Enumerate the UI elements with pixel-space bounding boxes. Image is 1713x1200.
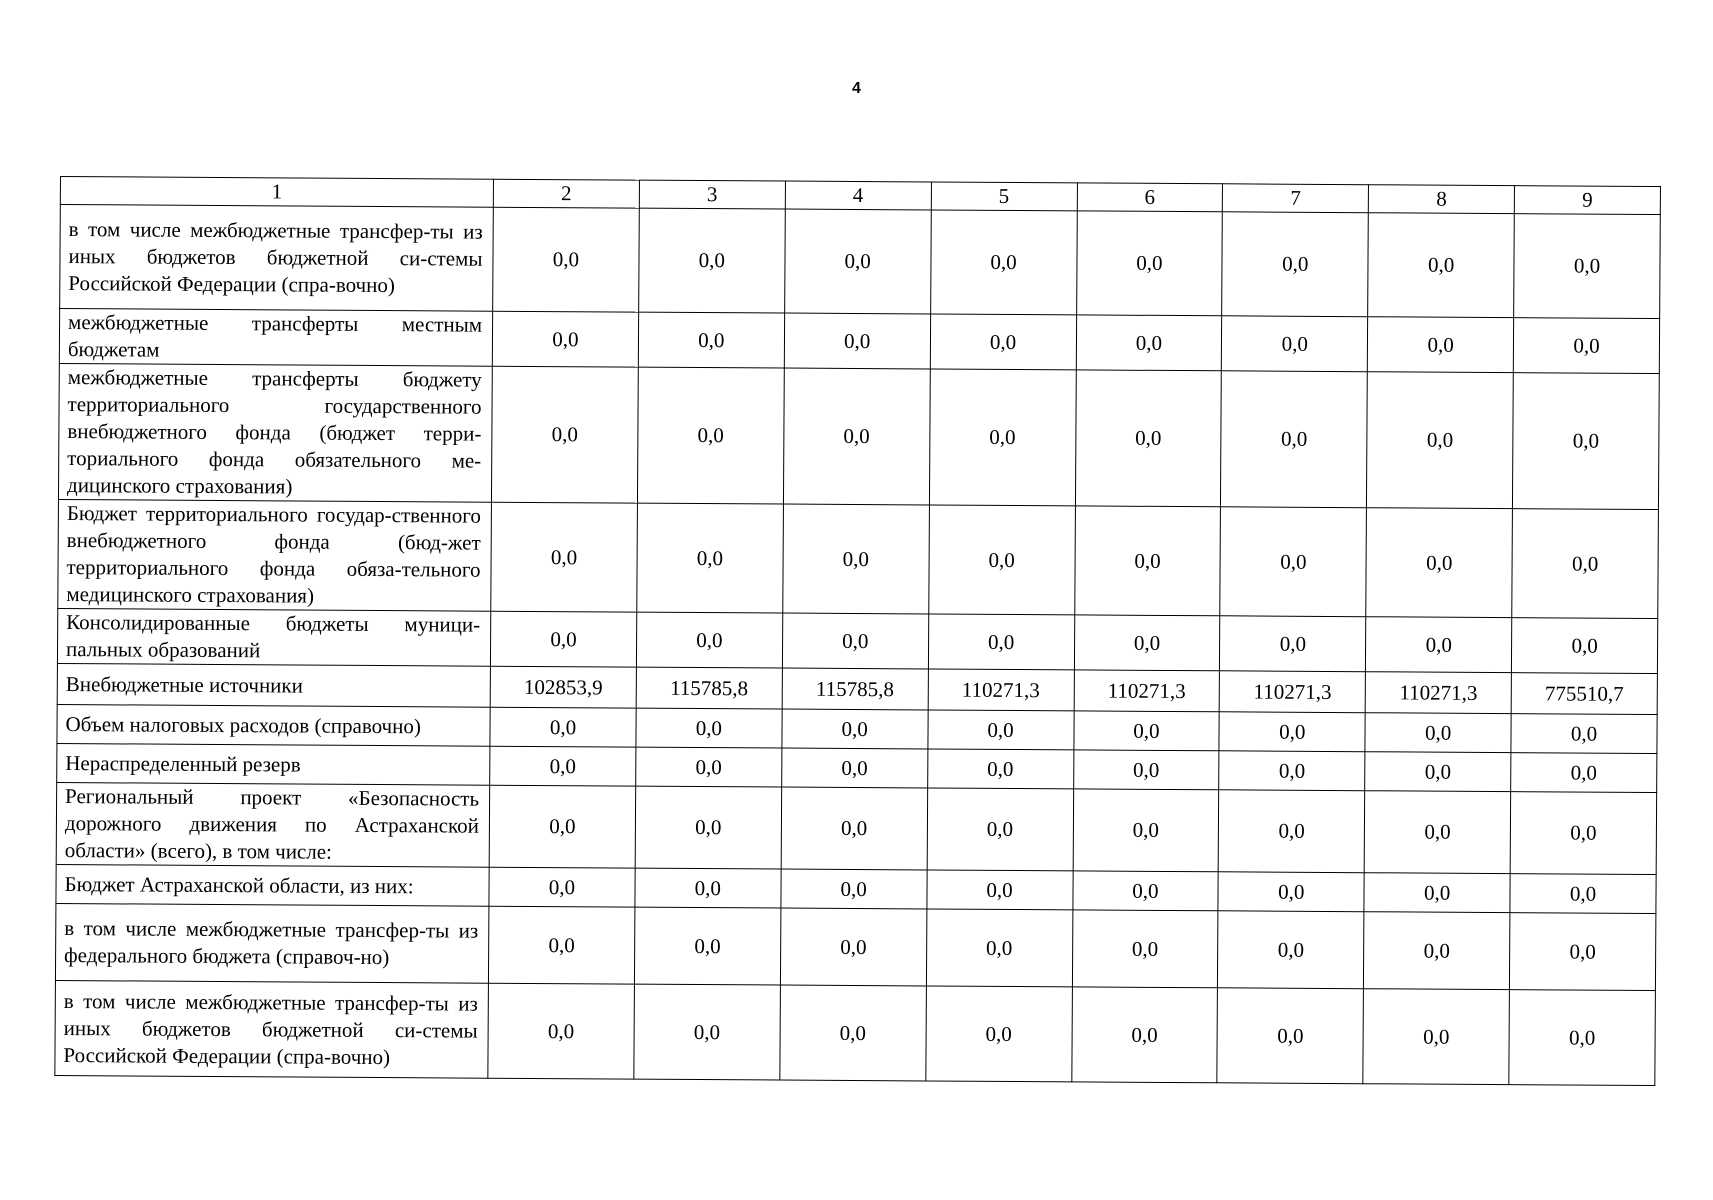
value-cell: 0,0: [637, 503, 784, 613]
column-header: 5: [931, 182, 1077, 211]
table-row: [57, 608, 1657, 673]
value-cell: 0,0: [1368, 213, 1515, 318]
value-cell: 0,0: [1511, 714, 1657, 754]
budget-table: [54, 176, 1661, 1086]
value-cell: 0,0: [1074, 506, 1221, 616]
column-header: 9: [1514, 186, 1660, 215]
value-cell: 0,0: [1073, 750, 1219, 790]
value-cell: 0,0: [925, 986, 1071, 1082]
table-row: [55, 980, 1656, 1085]
value-cell: 0,0: [1221, 371, 1368, 508]
value-cell: 0,0: [927, 749, 1073, 789]
value-cell: 0,0: [492, 311, 638, 367]
value-cell: 0,0: [493, 207, 640, 312]
table-row: [56, 782, 1656, 874]
value-cell: 0,0: [1072, 871, 1218, 911]
value-cell: 0,0: [1367, 372, 1514, 509]
column-header: 4: [785, 181, 931, 210]
table-row: [59, 309, 1659, 374]
value-cell: 775510,7: [1511, 673, 1657, 715]
value-cell: 0,0: [1074, 615, 1220, 671]
value-cell: 0,0: [1220, 507, 1367, 617]
value-cell: 0,0: [780, 908, 926, 986]
value-cell: 0,0: [1076, 211, 1223, 316]
value-cell: 0,0: [1512, 618, 1658, 674]
value-cell: 0,0: [781, 869, 927, 909]
value-cell: 0,0: [1510, 874, 1656, 914]
value-cell: 0,0: [489, 867, 635, 907]
value-cell: 0,0: [488, 906, 634, 984]
value-cell: 0,0: [488, 983, 634, 1079]
value-cell: 0,0: [1364, 912, 1510, 990]
value-cell: 0,0: [1218, 872, 1364, 912]
table-row: [58, 499, 1659, 618]
value-cell: 0,0: [926, 909, 1072, 987]
value-cell: 0,0: [930, 314, 1076, 370]
value-cell: 0,0: [781, 787, 927, 870]
value-cell: 115785,8: [636, 667, 782, 709]
value-cell: 0,0: [1510, 792, 1656, 875]
value-cell: 0,0: [1510, 913, 1656, 991]
row-label: Нераспределенный резерв: [57, 743, 490, 785]
value-cell: 0,0: [490, 707, 636, 747]
value-cell: 0,0: [1222, 212, 1369, 317]
value-cell: 110271,3: [1365, 672, 1511, 714]
value-cell: 0,0: [491, 502, 638, 612]
row-label: межбюджетные трансферты бюджету территориального государственного внебюджетного фонда (бюджет терри-ториального фонда обязательного ме-дицинского страхования): [58, 363, 492, 502]
value-cell: 0,0: [783, 368, 930, 505]
row-label: в том числе межбюджетные трансфер-ты из иных бюджетов бюджетной си-стемы Российской Федерации (спра-вочно): [55, 980, 489, 1078]
value-cell: 0,0: [1072, 910, 1218, 988]
row-label: Внебюджетные источники: [57, 663, 490, 707]
value-cell: 0,0: [636, 612, 782, 668]
value-cell: 0,0: [634, 984, 780, 1080]
value-cell: 0,0: [491, 366, 638, 503]
value-cell: 110271,3: [1074, 670, 1220, 712]
value-cell: 0,0: [784, 209, 931, 314]
value-cell: 0,0: [1073, 789, 1219, 872]
value-cell: 0,0: [1222, 316, 1368, 372]
value-cell: 0,0: [927, 788, 1073, 871]
value-cell: 0,0: [780, 985, 926, 1081]
value-cell: 0,0: [782, 613, 928, 669]
value-cell: 110271,3: [1220, 671, 1366, 713]
row-label: в том числе межбюджетные трансфер-ты из иных бюджетов бюджетной си-стемы Российской Федерации (спра-вочно): [60, 205, 494, 312]
value-cell: 0,0: [1511, 753, 1657, 793]
value-cell: 0,0: [930, 210, 1077, 315]
value-cell: 0,0: [1368, 317, 1514, 373]
row-label: Бюджет Астраханской области, из них:: [56, 864, 489, 906]
row-label: Региональный проект «Безопасность дорожного движения по Астраханской области» (всего), в том числе:: [56, 782, 490, 867]
value-cell: 0,0: [784, 313, 930, 369]
value-cell: 0,0: [781, 748, 927, 788]
table-row: [60, 205, 1661, 319]
value-cell: 115785,8: [782, 668, 928, 710]
value-cell: 0,0: [1366, 508, 1513, 618]
value-cell: 0,0: [490, 746, 636, 786]
column-header: 1: [60, 177, 493, 208]
column-header: 6: [1077, 183, 1223, 212]
value-cell: 0,0: [638, 312, 784, 368]
row-label: Консолидированные бюджеты муници-пальных образований: [57, 608, 490, 666]
value-cell: 0,0: [1509, 990, 1655, 1086]
column-header: 3: [639, 180, 785, 209]
value-cell: 0,0: [637, 367, 784, 504]
value-cell: 0,0: [635, 786, 781, 869]
value-cell: 0,0: [490, 611, 636, 667]
value-cell: 0,0: [927, 870, 1073, 910]
value-cell: 0,0: [783, 504, 930, 614]
value-cell: 0,0: [1220, 616, 1366, 672]
value-cell: 0,0: [634, 907, 780, 985]
value-cell: 0,0: [489, 785, 635, 868]
value-cell: 0,0: [1364, 791, 1510, 874]
value-cell: 0,0: [1217, 988, 1363, 1084]
column-header: 2: [493, 179, 639, 208]
value-cell: 0,0: [1218, 911, 1364, 989]
value-cell: 0,0: [929, 369, 1076, 506]
value-cell: 0,0: [782, 709, 928, 749]
value-cell: 0,0: [1219, 751, 1365, 791]
value-cell: 0,0: [928, 710, 1074, 750]
table-row: [58, 363, 1659, 509]
value-cell: 0,0: [1365, 752, 1511, 792]
value-cell: 0,0: [928, 505, 1075, 615]
value-cell: 0,0: [928, 614, 1074, 670]
value-cell: 0,0: [636, 708, 782, 748]
value-cell: 0,0: [639, 208, 786, 313]
value-cell: 0,0: [1219, 790, 1365, 873]
value-cell: 0,0: [1071, 987, 1217, 1083]
value-cell: 0,0: [1073, 711, 1219, 751]
value-cell: 0,0: [1513, 373, 1660, 510]
table-row: [55, 903, 1655, 990]
value-cell: 0,0: [636, 747, 782, 787]
value-cell: 110271,3: [928, 669, 1074, 711]
value-cell: 0,0: [1513, 318, 1659, 374]
value-cell: 0,0: [1364, 873, 1510, 913]
row-label: межбюджетные трансферты местным бюджетам: [59, 309, 492, 367]
row-label: Объем налоговых расходов (справочно): [57, 704, 490, 746]
value-cell: 0,0: [1514, 214, 1661, 319]
value-cell: 102853,9: [490, 666, 636, 708]
value-cell: 0,0: [1363, 989, 1509, 1085]
column-header: 7: [1223, 184, 1369, 213]
column-header: 8: [1369, 185, 1515, 214]
value-cell: 0,0: [1075, 370, 1222, 507]
row-label: в том числе межбюджетные трансфер-ты из федерального бюджета (справоч-но): [55, 903, 488, 983]
value-cell: 0,0: [1219, 712, 1365, 752]
page-number: 4: [852, 80, 861, 97]
row-label: Бюджет территориального государ-ственного внебюджетного фонда (бюд-жет территориального фонда обяза-тельного медицинского страхования): [58, 499, 492, 611]
value-cell: 0,0: [635, 868, 781, 908]
value-cell: 0,0: [1365, 713, 1511, 753]
value-cell: 0,0: [1366, 617, 1512, 673]
value-cell: 0,0: [1076, 315, 1222, 371]
value-cell: 0,0: [1512, 509, 1659, 619]
